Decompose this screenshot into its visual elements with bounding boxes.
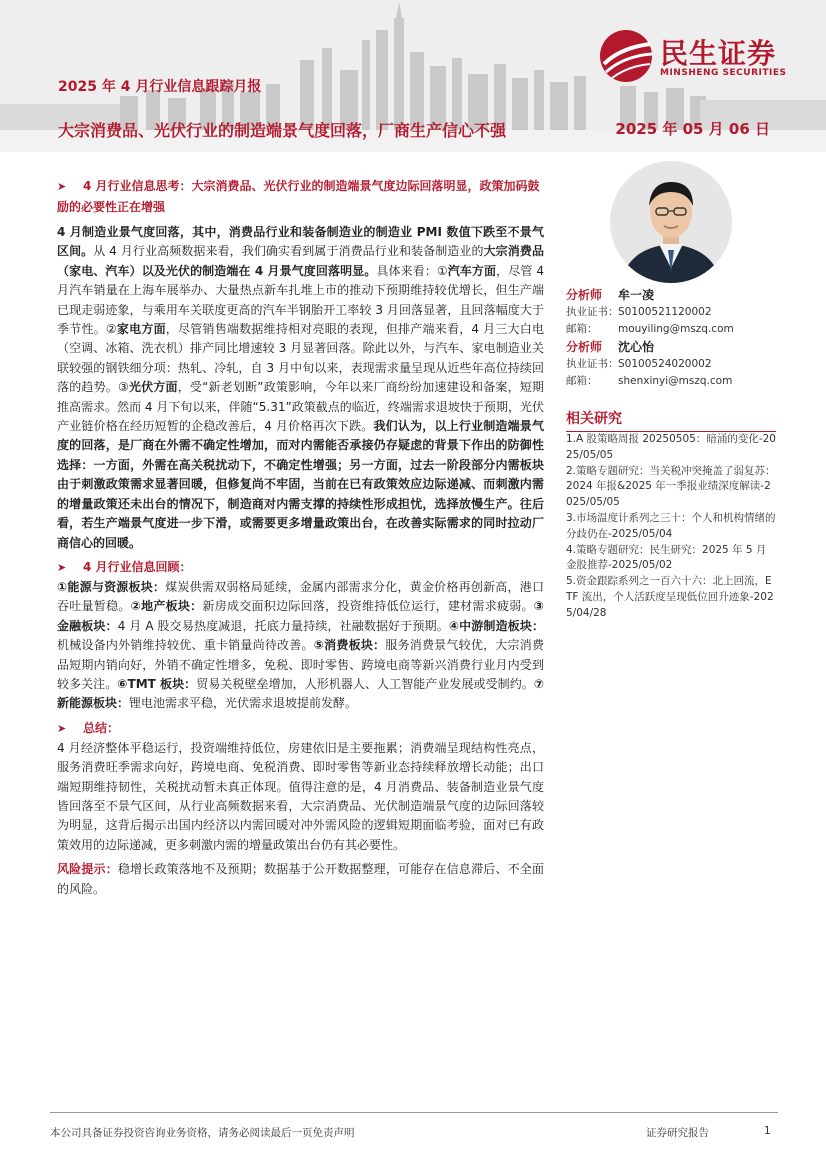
analyst-name: 牟一凌 (618, 288, 655, 302)
minsheng-logo-mark-icon (598, 28, 656, 84)
report-series-title: 2025 年 4 月行业信息跟踪月报 (58, 79, 262, 95)
section-thinking-heading: ➤ 4 月行业信息思考：大宗消费品、光伏行业的制造端景气度边际回落明显，政策加码鼓励的必要性正在增强 (57, 179, 540, 214)
arrow-bullet-icon: ➤ (57, 721, 67, 735)
thinking-paragraph: 4 月制造业景气度回落，其中，消费品行业和装备制造业的制造业 PMI 数值下跌至不景气区间。从 4 月行业高频数据来看，我们确实看到属于消费品行业和装备制造业的大宗消费品（家电、汽车）以及光伏的制造端在 4 月景气度回落明显。具体来看：①汽车方面，尽管 4 月汽车销量在上海车展举办、大量热点新车扎堆上市的推动下预期维持较优增长，但生产端已现走弱迹象，与乘用车关联度更高的汽车半钢胎开工率较 3 月回落显著，且回落幅度大于季节性。②家电方面，尽管销售端数据维持相对亮眼的表现，但排产端来看，4 月三大白电（空调、冰箱、洗衣机）排产同比增速较 3 月显著回落。除此以外，与汽车、家电制造业关联较强的钢铁细分项：热轧、冷轧，自 3 月中旬以来，表现需求量呈现从近些年高位持续回落的趋势。③光伏方面，受“新老划断”政策影响，今年以来厂商纷纷加速建设和备案，短期推高需求。然而 4 月下旬以来，伴随“5.31”政策截点的临近，终端需求退坡快于预期，光伏产业链价格在经历短暂的企稳改善后，4 月价格再次下跌。我们认为，以上行业制造端景气度的回落，是厂商在外需不确定性增加，而对内需能否承接仍存疑虑的背景下作出的防御性选择：一方面，外需在高关税扰动下，不确定性增强；另一方面，过去一阶段部分内需板块由于刺激政策需求显著回暖，但修复尚不牢固，当前在已有政策效应边际递减、而刺激内需的增量政策还未出台的情况下，制造商对内需支撑的持续性形成担忧，选择放慢生产。往后看，若生产端景气度进一步下滑，或需要更多增量政策出台，在改善实际需求的同时拉动厂商信心的回暖。 (57, 225, 544, 550)
analyst-role: 分析师 (566, 288, 603, 302)
analyst-name: 沈心怡 (618, 340, 655, 354)
related-research-item[interactable]: 4.策略专题研究：民生研究：2025 年 5 月金股推荐-2025/05/02 (566, 543, 767, 572)
analyst-email[interactable]: mouyiling@mszq.com (618, 323, 734, 335)
related-research-list (566, 432, 776, 622)
related-research-item[interactable]: 3.市场温度计系列之三十：个人和机构情绪的分歧仍在-2025/05/04 (566, 511, 776, 540)
related-research-item[interactable]: 1.A 股策略周报 20250505：暗涌的变化-2025/05/05 (566, 433, 776, 461)
analyst-photo (607, 160, 735, 284)
arrow-bullet-icon: ➤ (57, 180, 67, 193)
related-research-item[interactable]: 5.资金跟踪系列之一百六十六：北上回流，ETF 流出，个人活跃度呈现低位回升迹象-2025/04/28 (566, 575, 774, 619)
page-number: 1 (764, 1125, 771, 1137)
analyst-certificate: S0100524020002 (618, 358, 712, 370)
section-summary-heading: ➤ 总结： (57, 718, 544, 739)
analyst-card: 分析师 沈心怡 执业证书：S0100524020002 邮箱： shenxinyi@mszq.com (566, 340, 733, 387)
analyst-card: 分析师 牟一凌 执业证书：S0100521120002 邮箱： mouyiling@mszq.com (566, 288, 734, 335)
footer-disclaimer: 本公司具备证券投资咨询业务资格，请务必阅读最后一页免责声明 (50, 1127, 355, 1139)
footer-report-type: 证券研究报告 (646, 1127, 709, 1139)
report-header (0, 0, 826, 152)
main-column (57, 176, 544, 903)
related-research-title: 相关研究 (566, 408, 776, 432)
footer-divider (50, 1112, 778, 1113)
logo-chinese-name: 民生证券 (660, 37, 777, 70)
section-review-heading: ➤ 4 月行业信息回顾： (57, 557, 544, 578)
review-paragraph: ①能源与资源板块：煤炭供需双弱格局延续，金属内部需求分化，黄金价格再创新高，港口吞吐量暂稳。②地产板块：新房成交面积边际回落，投资维持低位运行，建材需求疲弱。③金融板块：4 月 A 股交易热度减退，托底力量持续，社融数据好于预期。④中游制造板块：机械设备内外销维持较优、重卡销量尚待改善。⑤消费板块：服务消费景气较优，大宗消费品短期内销向好，外销不确定性增多，免税、即时零售、跨境电商等新兴消费行业月内受到较多关注。⑥TMT 板块：贸易关税壁垒增加，人形机器人、人工智能产业发展或受制约。⑦新能源板块：锂电池需求平稳，光伏需求退坡提前发酵。 (57, 579, 544, 711)
analyst-certificate: S0100521120002 (618, 306, 712, 318)
analyst-email[interactable]: shenxinyi@mszq.com (618, 375, 733, 387)
logo-english-name: MINSHENG SECURITIES (660, 68, 787, 78)
report-date: 2025 年 05 月 06 日 (615, 120, 770, 138)
analyst-role: 分析师 (566, 340, 603, 354)
related-research-item[interactable]: 2.策略专题研究：当关税冲突掩盖了弱复苏：2024 年报&2025 年一季报业绩深度解读-2025/05/05 (566, 464, 776, 509)
minsheng-logo (598, 28, 804, 84)
summary-paragraph: 4 月经济整体平稳运行，投资端维持低位，房建依旧是主要拖累；消费端呈现结构性亮点，服务消费旺季需求向好，跨境电商、免税消费、即时零售等新业态持续释放增长动能；出口端短期维持韧性，关税扰动暂未真正体现。值得注意的是，4 月消费品、装备制造业景气度皆回落至不景气区间，从行业高频数据来看，大宗消费品、光伏制造端景气度的边际回落较为明显，这背后揭示出国内经济以内需回暖对冲外需风险的逻辑短期面临考验，面对已有政策效用的边际递减，更多刺激内需的增量政策出台仍有其必要性。 (57, 740, 544, 852)
report-headline: 大宗消费品、光伏行业的制造端景气度回落，厂商生产信心不强 (58, 121, 507, 140)
risk-warning: 风险提示：稳增长政策落地不及预期；数据基于公开数据整理，可能存在信息滞后、不全面的风险。 (57, 862, 544, 896)
arrow-bullet-icon: ➤ (57, 560, 67, 574)
